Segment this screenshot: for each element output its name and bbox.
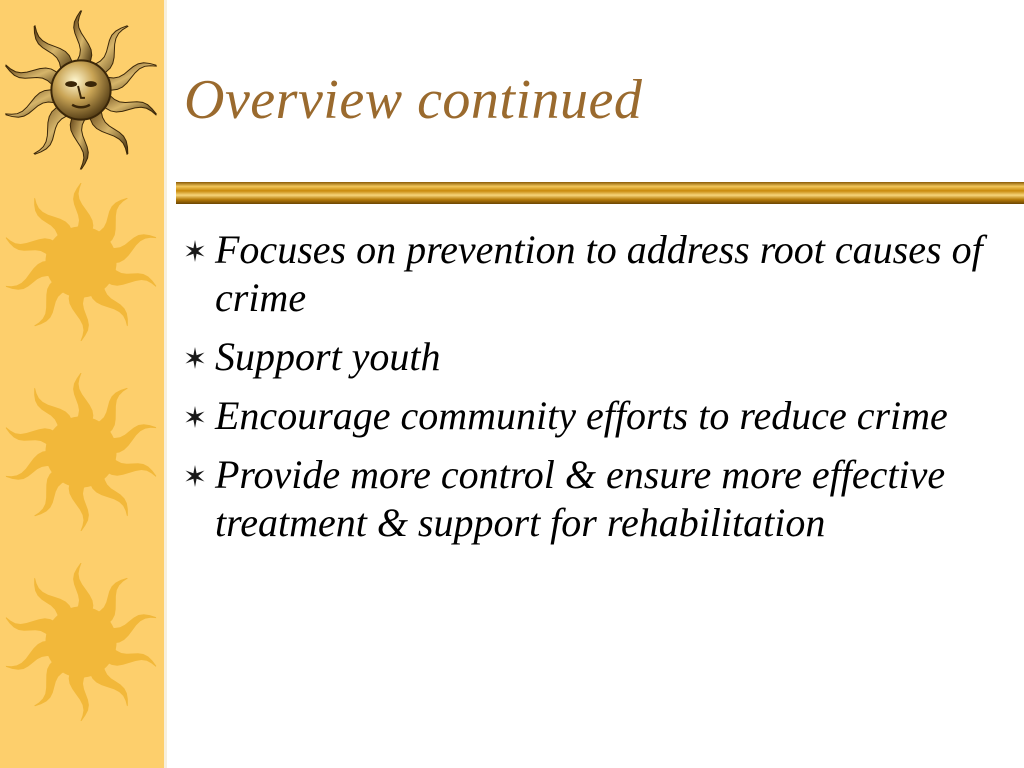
bullet-item xyxy=(183,392,1003,440)
slide-title: Overview continued xyxy=(184,69,643,131)
star-bullet-icon xyxy=(183,239,207,263)
title-divider xyxy=(176,182,1024,204)
bullet-text: Provide more control & ensure more effective treatment & support for rehabilitation xyxy=(215,452,946,545)
bullet-item xyxy=(183,333,1003,381)
sidebar-edge xyxy=(164,0,167,768)
sun-icon xyxy=(2,180,160,344)
star-bullet-icon xyxy=(183,405,207,429)
star-bullet-icon xyxy=(183,464,207,488)
sun-icon xyxy=(2,560,160,724)
decorative-sidebar xyxy=(0,0,164,768)
face-sun-icon xyxy=(2,6,160,174)
bullet-text: Encourage community efforts to reduce crime xyxy=(215,393,948,438)
bullet-list xyxy=(183,226,1003,558)
bullet-item xyxy=(183,451,1003,547)
bullet-item xyxy=(183,226,1003,322)
sun-icon xyxy=(2,370,160,534)
bullet-text: Focuses on prevention to address root causes of crime xyxy=(215,227,983,320)
bullet-text: Support youth xyxy=(215,334,441,379)
star-bullet-icon xyxy=(183,346,207,370)
